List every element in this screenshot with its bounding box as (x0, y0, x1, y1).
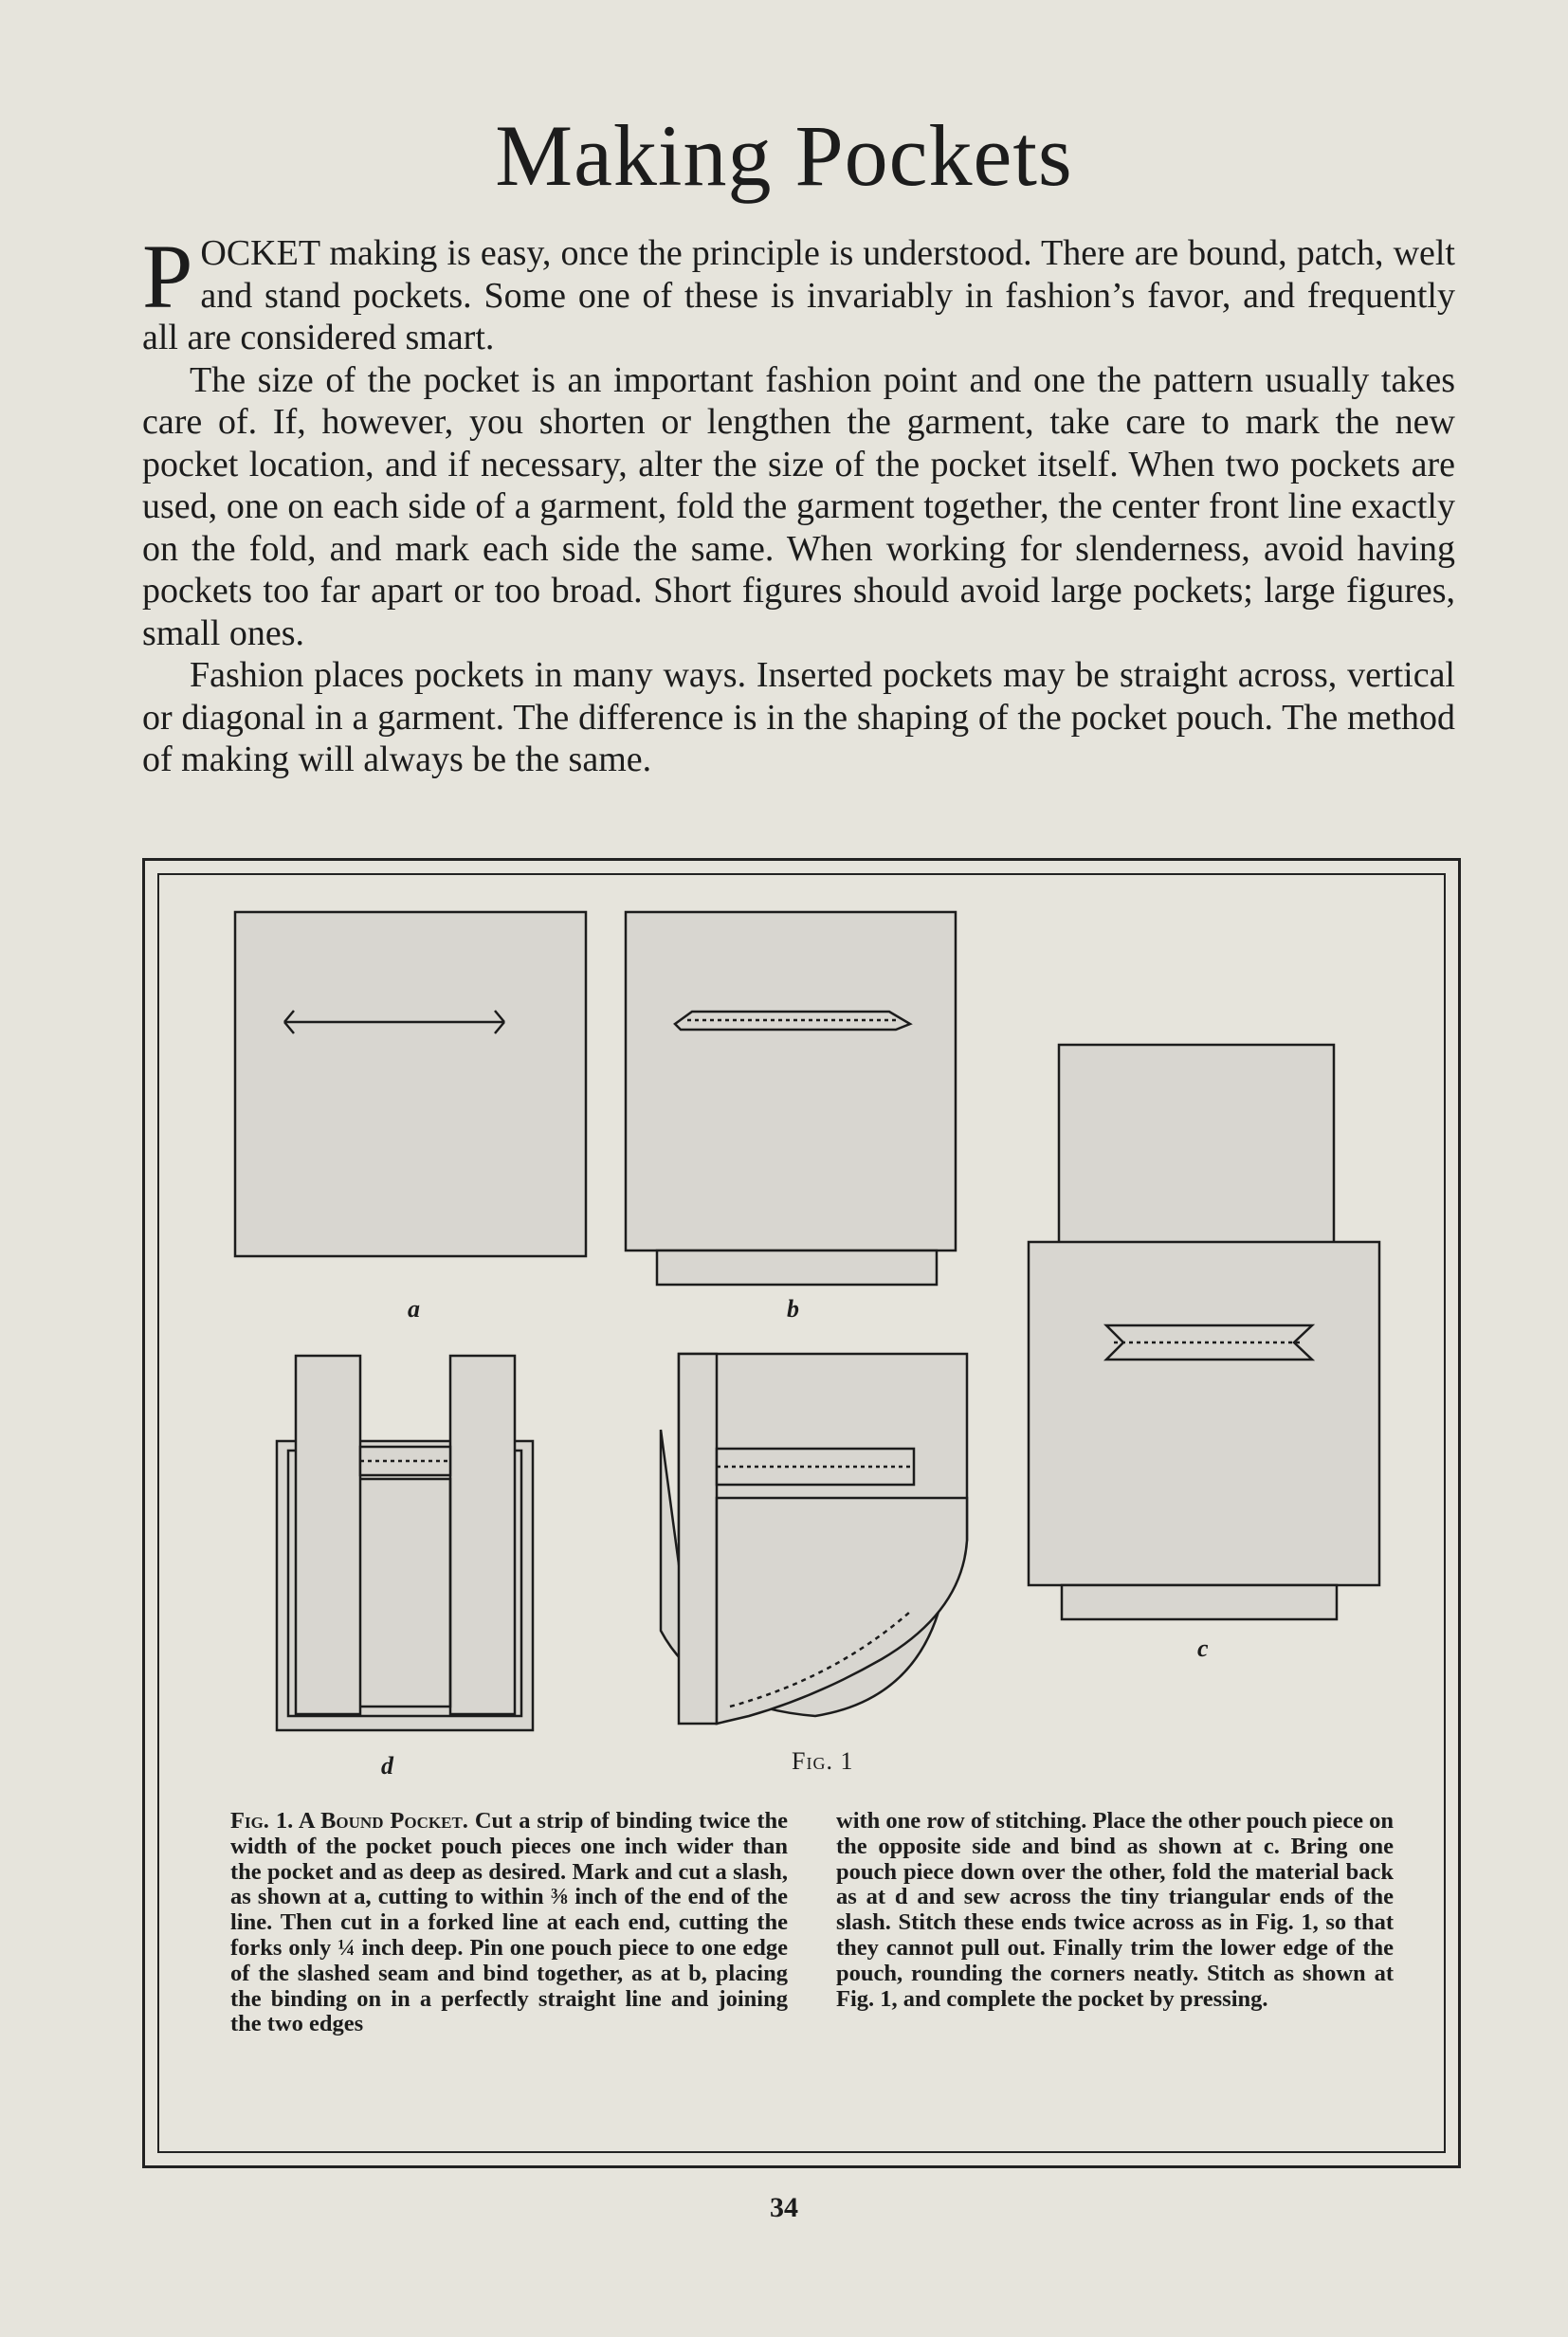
caption-lead: Fig. 1. A Bound Pocket. (230, 1808, 468, 1834)
intro-paragraph-1-text: OCKET making is easy, once the principle is understood. There are bound, patch, welt and stand pockets. Some one of these is invariably in fashion’s favor, and frequently all are considered smart. (142, 233, 1455, 357)
caption-left-text: Cut a strip of binding twice the width of the pocket pouch pieces one inch wider than the pocket and as deep as desired. Mark and cut a slash, as shown at a, cutting to within ⅜ inch of the end of the line. Then cut in a forked line at each end, cutting the forks only ¼ inch deep. Pin one pouch piece to one edge of the slashed seam and bind together, as at b, placing the binding on in a perfectly straight line and joining the two edges (230, 1808, 788, 2037)
illustration-d (277, 1356, 533, 1730)
label-d: d (381, 1752, 393, 1780)
illustration-c (1029, 1045, 1379, 1619)
caption-right-column: with one row of stitching. Place the other pouch piece on the opposite side and bind as shown at c. Bring one pouch piece down over the other, fold the material back as at d and sew across the tiny triangular ends of the slash. Stitch these ends twice across as in Fig. 1, so that they cannot pull out. Finally trim the lower edge of the pouch, rounding the corners neatly. Stitch as shown at Fig. 1, and complete the pocket by pressing. (836, 1808, 1394, 2012)
intro-paragraph-2: The size of the pocket is an important fashion point and one the pattern usually takes care of. If, however, you shorten or lengthen the garment, take care to mark the new pocket location, and if necessary, alter the size of the pocket itself. When two pockets are used, one on each side of a garment, fold the garment together, the center front line exactly on the fold, and mark each side the same. When working for slenderness, avoid having pockets too far apart or too broad. Short figures should avoid large pockets; large figures, small ones. (142, 359, 1455, 653)
label-c: c (1197, 1634, 1209, 1662)
caption-left-column (230, 1809, 788, 2037)
illustration-b (626, 912, 956, 1285)
label-a: a (408, 1295, 420, 1323)
illustration-a (235, 912, 586, 1256)
intro-paragraph-3: Fashion places pockets in many ways. Inserted pockets may be straight across, vertical or diagonal in a garment. The difference is in the shaping of the pocket pouch. The method of making will always be the same. (142, 655, 1455, 779)
fig-1-label: Fig. 1 (792, 1747, 854, 1775)
illustration-fig-1 (661, 1354, 967, 1724)
label-b: b (787, 1295, 799, 1323)
drop-cap: P (142, 226, 193, 327)
page-number: 34 (770, 2192, 798, 2223)
page-title: Making Pockets (495, 107, 1073, 204)
